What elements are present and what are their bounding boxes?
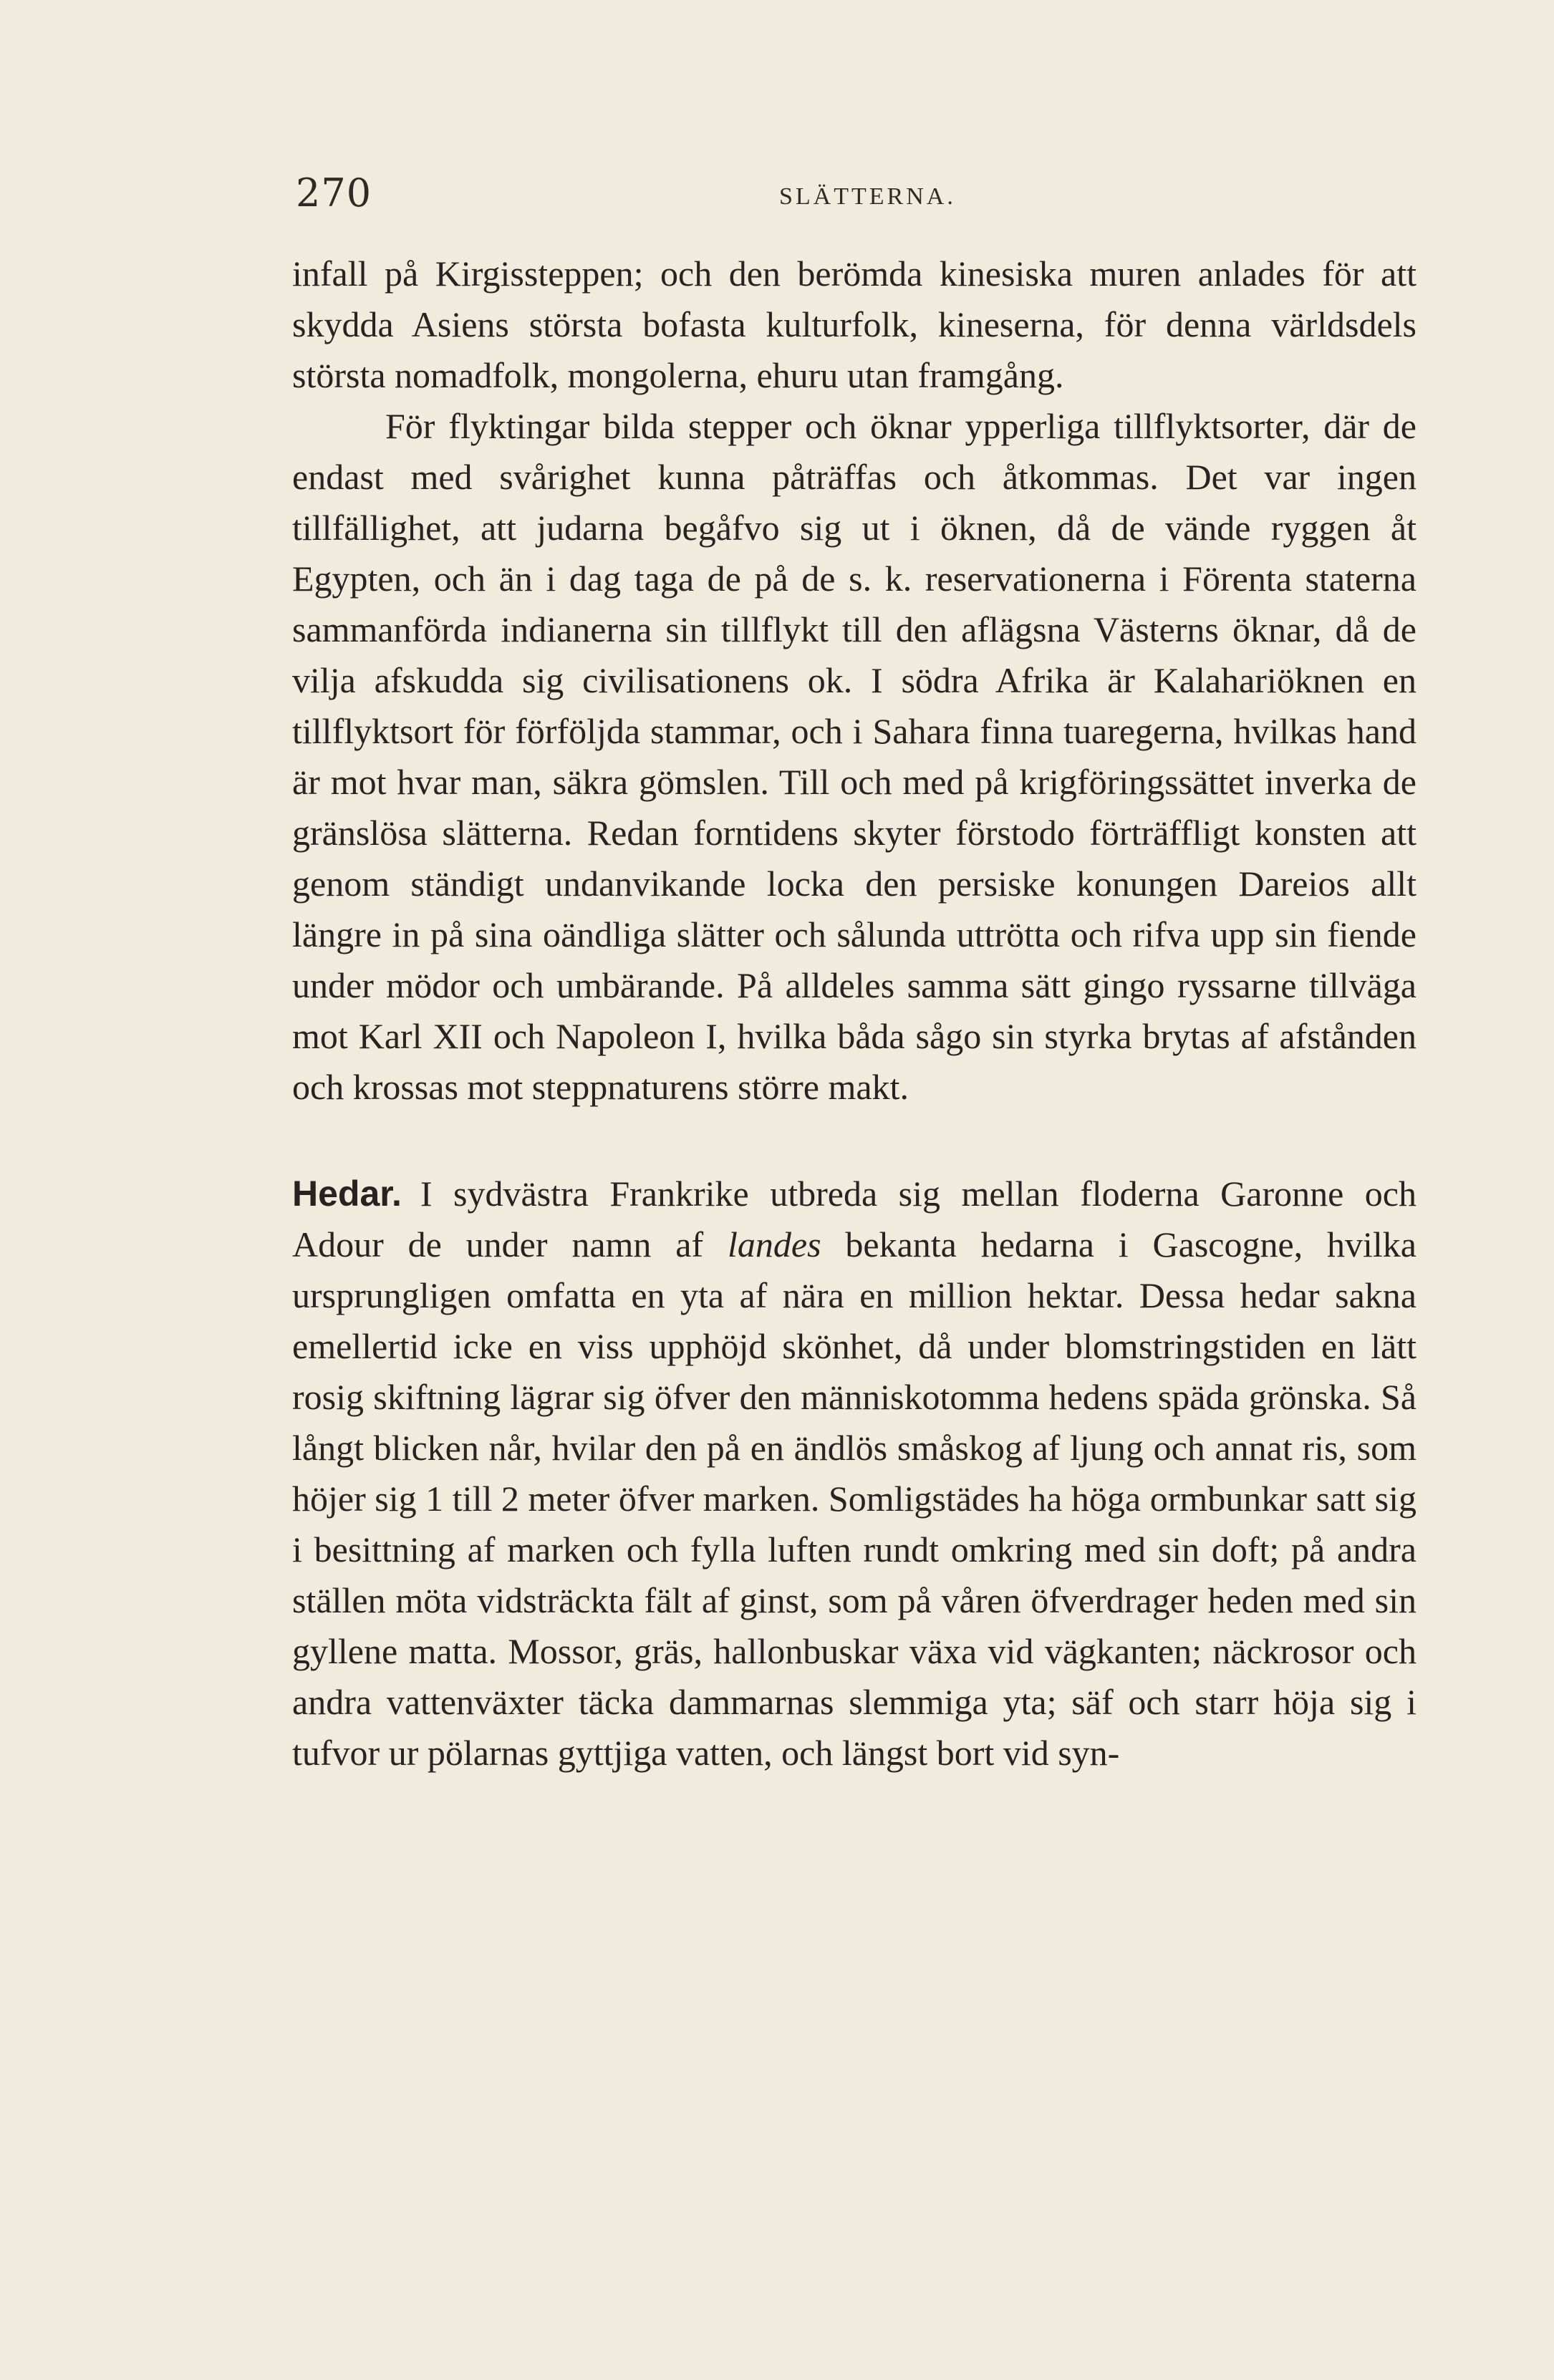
page-header — [292, 170, 1431, 228]
section-heading: Hedar. — [292, 1174, 402, 1214]
running-title: SLÄTTERNA. — [779, 183, 956, 210]
page-body — [292, 248, 1417, 1779]
paragraph-refuge: För flyktingar bilda stepper och öknar ypperliga tillflyktsorter, där de endast med svårighet kunna påträffas och åtkommas. Det var ingen tillfällighet, att judarna begåfvo sig ut i öknen, då de vände ryggen åt Egypten, och än i dag taga de på de s. k. reservationerna i Förenta staterna sammanförda indianerna sin tillflykt till den aflägsna Västerns öknar, då de vilja afskudda sig civilisationens ok. I södra Afrika är Kalahariöknen en tillflyktsort för förföljda stammar, och i Sahara finna tuaregerna, hvilkas hand är mot hvar man, säkra gömslen. Till och med på krigföringssättet inverka de gränslösa slätterna. Redan forntidens skyter förstodo förträffligt konsten att genom ständigt undanvikande locka den persiske konungen Dareios allt längre in på sina oändliga slätter och sålunda uttrötta och rifva upp sin fiende under mödor och umbärande. På alldeles samma sätt gingo ryssarne tillväga mot Karl XII och Napoleon I, hvilka båda sågo sin styrka brytas af afstånden och krossas mot steppnaturens större makt. — [292, 406, 1417, 1107]
paragraph-hedar-text-2: bekanta hedarna i Gascogne, hvilka ursprungligen omfatta en yta af nära en million hektar. Dessa hedar sakna emellertid icke en viss upphöjd skönhet, då under blomstringstiden en lätt rosig skiftning lägrar sig öfver den människotomma hedens späda grönska. Så långt blicken når, hvilar den på en ändlös småskog af ljung och annat ris, som höjer sig 1 till 2 meter öfver marken. Somligstädes ha höga ormbunkar satt sig i besittning af marken och fylla luften rundt omkring med sin doft; på andra ställen möta vidsträckta fält af ginst, som på våren öfverdrager heden med sin gyllene matta. Mossor, gräs, hallonbuskar växa vid vägkanten; näckrosor och andra vattenväxter täcka dammarnas slemmiga yta; säf och starr höja sig i tufvor ur pölarnas gyttjiga vatten, och längst bort vid syn- — [292, 1224, 1417, 1773]
section-gap — [292, 1113, 1417, 1169]
paragraph-hedar-italic: landes — [727, 1224, 821, 1264]
paragraph-hedar — [292, 1169, 1417, 1779]
paragraph-intro: infall på Kirgissteppen; och den berömda kinesiska muren anlades för att skydda Asiens största bofasta kulturfolk, kineserna, för denna världsdels största nomadfolk, mongolerna, ehuru utan framgång. — [292, 253, 1417, 395]
paragraph-hedar-text-1: I sydvästra Frankrike utbreda sig mellan floderna Garonne och Adour de under namn af — [292, 1174, 1417, 1264]
page-number: 270 — [296, 170, 372, 216]
